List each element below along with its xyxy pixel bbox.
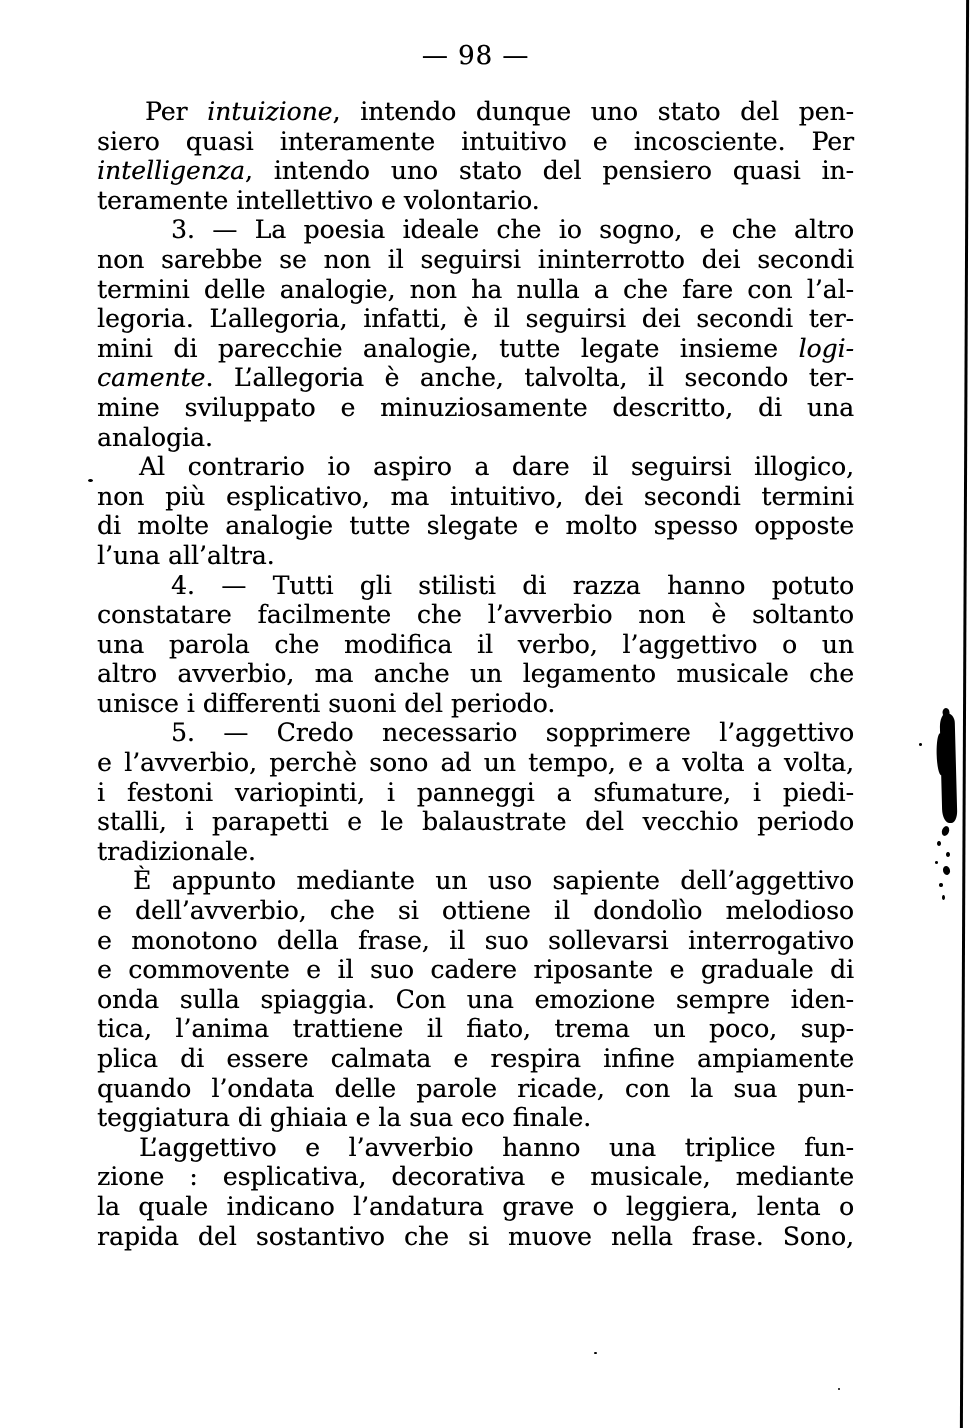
text-segment: onda sulla spiaggia. Con una emozione sempre iden- xyxy=(97,984,854,1014)
text-segment: non più esplicativo, ma intuitivo, dei secondi termini xyxy=(97,481,854,511)
text-segment: una parola che modifica il verbo, l’aggettivo o un xyxy=(97,629,854,659)
ink-speck xyxy=(88,479,93,482)
text-segment: tica, l’anima trattiene il fiato, trema un poco, sup- xyxy=(97,1014,854,1044)
paragraph xyxy=(97,452,854,570)
text-segment: termini delle analogie, non ha nulla a che fare con l’al- xyxy=(97,274,854,304)
text-line xyxy=(97,363,854,393)
text-line xyxy=(97,778,854,808)
text-line xyxy=(97,718,854,748)
text-line xyxy=(97,511,854,541)
text-segment: plica di essere calmata e respira infine ampiamente xyxy=(97,1044,854,1073)
text-line xyxy=(97,985,854,1015)
text-line xyxy=(97,1162,854,1192)
text-line xyxy=(97,807,854,837)
text-line xyxy=(97,689,854,719)
text-line xyxy=(97,97,854,127)
text-line xyxy=(97,600,854,630)
text-line xyxy=(97,955,854,985)
text-line xyxy=(97,275,854,305)
ink-speck xyxy=(939,883,943,887)
paragraph xyxy=(97,97,854,215)
italic-text: logi- xyxy=(798,333,854,363)
text-segment: e l’avverbio, perchè sono ad un tempo, e a volta a volta, xyxy=(97,748,854,778)
ink-speck xyxy=(935,861,938,864)
ink-speck xyxy=(594,1352,597,1354)
scan-edge-line xyxy=(960,0,970,1428)
paragraph xyxy=(97,866,854,1132)
text-line xyxy=(97,304,854,334)
text-line xyxy=(97,571,854,601)
text-line xyxy=(97,1133,854,1163)
text-line xyxy=(97,215,854,245)
ink-speck xyxy=(919,743,922,746)
italic-text: camente xyxy=(97,363,206,393)
text-segment: , intendo dunque uno stato del pen- xyxy=(332,97,854,126)
text-segment: i festoni variopinti, i panneggi a sfumature, i piedi- xyxy=(97,777,854,807)
text-segment: stalli, i parapetti e le balaustrate del vecchio periodo xyxy=(97,807,854,837)
text-line xyxy=(97,748,854,778)
text-segment: teramente intellettivo e volontario. xyxy=(97,185,540,215)
text-line xyxy=(97,659,854,689)
text-segment: . L’allegoria è anche, talvolta, il secondo ter- xyxy=(205,363,854,393)
ink-speck xyxy=(937,841,941,846)
ink-speck xyxy=(838,1388,840,1390)
text-line xyxy=(97,156,854,186)
page-body xyxy=(97,97,854,1251)
text-line xyxy=(97,423,854,453)
text-line xyxy=(97,1044,854,1074)
ink-speck xyxy=(946,852,950,857)
text-segment: altro avverbio, ma anche un legamento musicale che xyxy=(97,659,854,689)
text-segment: 4. — Tutti gli stilisti di razza hanno potuto xyxy=(171,570,854,600)
text-line xyxy=(97,1103,854,1133)
text-line xyxy=(97,896,854,926)
text-segment: constatare facilmente che l’avverbio non è soltanto xyxy=(97,600,854,630)
ink-speck xyxy=(942,865,951,876)
text-line xyxy=(97,1074,854,1104)
text-segment: 5. — Credo necessario sopprimere l’aggettivo xyxy=(171,718,854,748)
text-line xyxy=(97,541,854,571)
paragraph xyxy=(97,718,854,866)
text-segment: L’aggettivo e l’avverbio hanno una triplice fun- xyxy=(139,1132,854,1162)
ink-speck xyxy=(941,825,951,837)
text-segment: È appunto mediante un uso sapiente dell’aggettivo xyxy=(133,866,854,896)
text-segment: unisce i differenti suoni del periodo. xyxy=(97,688,556,718)
text-line xyxy=(97,334,854,364)
text-segment: l’una all’altra. xyxy=(97,540,275,570)
text-segment: legoria. L’allegoria, infatti, è il seguirsi dei secondi ter- xyxy=(97,304,854,334)
text-line xyxy=(97,482,854,512)
ink-speck xyxy=(942,895,945,900)
text-segment: e commovente e il suo cadere riposante e graduale di xyxy=(97,955,854,985)
paragraph xyxy=(97,571,854,719)
text-segment: mine sviluppato e minuziosamente descritto, di una xyxy=(97,392,854,422)
italic-text: intelligenza xyxy=(97,156,245,186)
text-segment: Per xyxy=(145,97,208,126)
text-segment: rapida del sostantivo che si muove nella frase. Sono, xyxy=(97,1221,854,1251)
text-segment: non sarebbe se non il seguirsi ininterrotto dei secondi xyxy=(97,244,854,274)
text-segment: la quale indicano l’andatura grave o leggiera, lenta o xyxy=(97,1191,854,1221)
text-line xyxy=(97,393,854,423)
text-line xyxy=(97,1014,854,1044)
text-segment: zione : esplicativa, decorativa e musicale, mediante xyxy=(97,1162,854,1192)
text-line xyxy=(97,630,854,660)
text-line xyxy=(97,1222,854,1252)
ink-smudge xyxy=(940,713,958,823)
text-line xyxy=(97,127,854,157)
text-line xyxy=(97,1192,854,1222)
text-line xyxy=(97,186,854,216)
italic-text: intuizione xyxy=(207,97,333,126)
text-segment: tradizionale. xyxy=(97,836,256,866)
text-segment: siero quasi interamente intuitivo e incosciente. Per xyxy=(97,126,854,156)
paragraph xyxy=(97,1133,854,1251)
text-line xyxy=(97,866,854,896)
text-segment: Al contrario io aspiro a dare il seguirsi illogico, xyxy=(139,452,854,482)
text-segment: , intendo uno stato del pensiero quasi in- xyxy=(244,156,854,186)
page-number: — 98 — xyxy=(421,41,530,71)
text-segment: mini di parecchie analogie, tutte legate insieme xyxy=(97,333,799,363)
text-segment: di molte analogie tutte slegate e molto spesso opposte xyxy=(97,511,854,541)
text-line xyxy=(97,926,854,956)
text-line xyxy=(97,245,854,275)
text-segment: e dell’avverbio, che si ottiene il dondolìo melodioso xyxy=(97,896,854,926)
text-line xyxy=(97,452,854,482)
paragraph xyxy=(97,215,854,452)
text-segment: e monotono della frase, il suo sollevarsi interrogativo xyxy=(97,925,854,955)
text-segment: quando l’ondata delle parole ricade, con la sua pun- xyxy=(97,1073,854,1103)
text-segment: 3. — La poesia ideale che io sogno, e che altro xyxy=(171,215,854,245)
text-segment: teggiatura di ghiaia e la sua eco finale. xyxy=(97,1103,592,1133)
text-line xyxy=(97,837,854,867)
text-segment: analogia. xyxy=(97,422,213,452)
